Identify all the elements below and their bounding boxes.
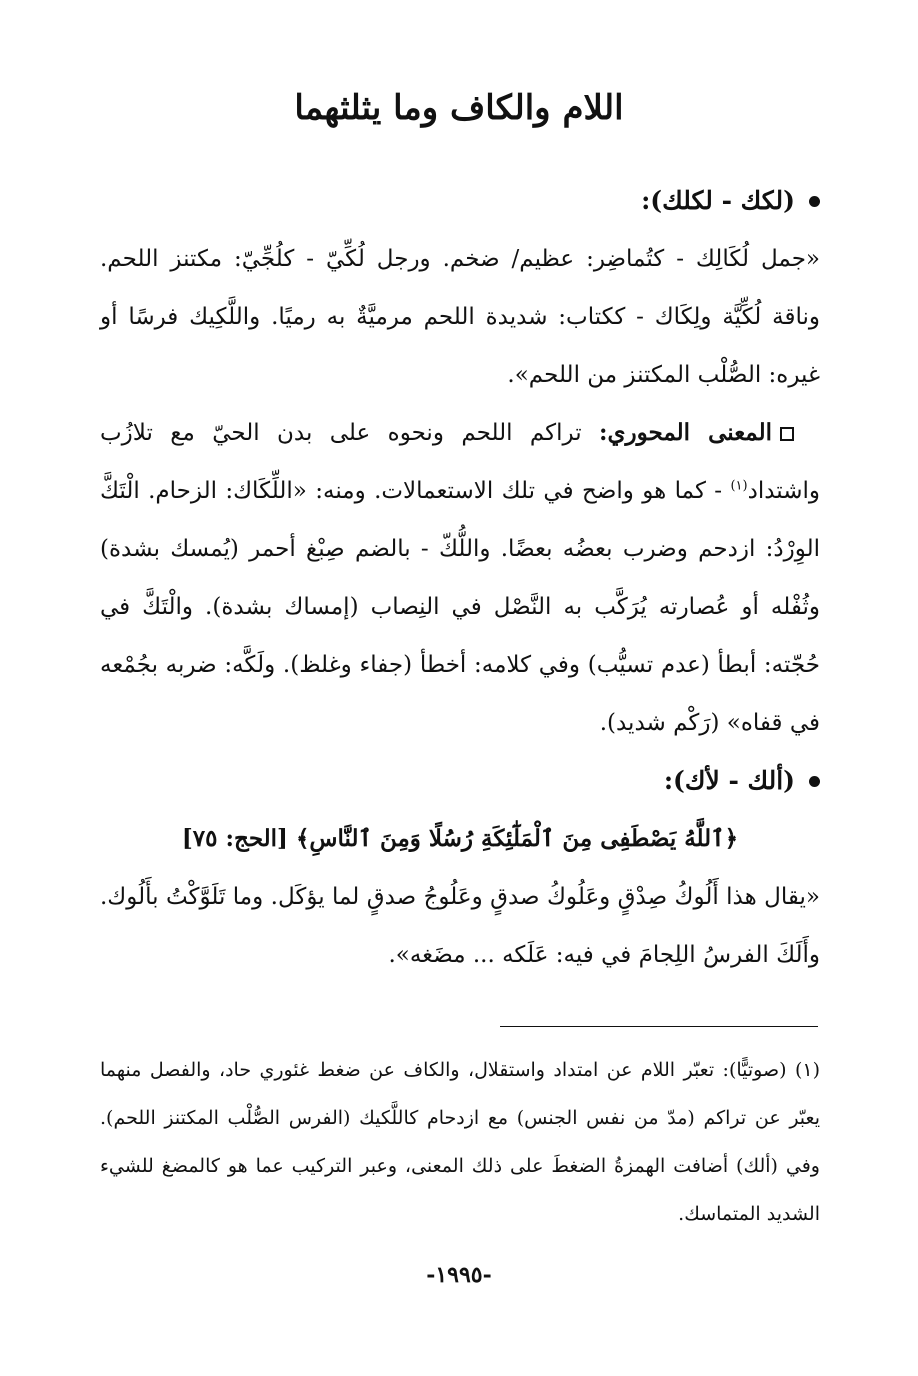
footnote-marker: (١)	[794, 1059, 820, 1081]
bullet-icon	[809, 196, 820, 207]
bullet-icon	[809, 776, 820, 787]
footnote-reference[interactable]: (١)	[730, 478, 748, 494]
meaning-text-part-a: تراكم اللحم ونحوه على بدن الحيّ مع تلازُب واشتداد	[100, 420, 820, 504]
square-marker-icon	[780, 427, 794, 441]
entry-lkk-quote: «جمل لُكَالِك - كتُماضِر: عظيم/ ضخم. ورجل لُكِّيّ - كلُجِّيّ: مكتنز اللحم. وناقة لُكِّيَّة ولِكَاك - ككتاب: شديدة اللحم مرميَّةٌ به رميًا. واللَّكِيك فرسًا أو غيره: الصُّلْب المكتنز من اللحم».	[100, 246, 820, 388]
entry-heading-alk	[100, 752, 820, 810]
footnote-separator	[500, 1026, 818, 1027]
entry-alk-quote: «يقال هذا أَلُوكُ صِدْقٍ وعَلُوكُ صدقٍ وعَلُوجُ صدقٍ لما يؤكَل. وما تَلَوَّكْتُ بأَلُوك. وأَلَكَ الفرسُ اللِجامَ في فيه: عَلَكه ... مضَغه».	[100, 884, 820, 968]
footnotes	[100, 1046, 820, 1238]
footnote-text: (صوتيًّا): تعبّر اللام عن امتداد واستقلال، والكاف عن ضغط غئوري حاد، والفصل منهما يعبّر عن تراكم (مدّ من نفس الجنس) مع ازدحام كاللَّكيك (الفرس الصُّلْب المكتنز اللحم). وفي (ألك) أضافت الهمزةُ الضغطَ على ذلك المعنى، وعبر التركيب عما هو كالمضغ للشيء الشديد المتماسك.	[100, 1059, 820, 1225]
quran-verse: ﴿ٱللَّهُ يَصْطَفِى مِنَ ٱلْمَلَٰٓئِكَةِ رُسُلًا وَمِنَ ٱلنَّاسِ﴾ [الحج: ٧٥]	[181, 825, 739, 852]
entry-heading-alk-text: (ألك - لأك):	[663, 766, 795, 795]
meaning-label: المعنى المحوري:	[598, 419, 772, 446]
entry-heading-lkk	[100, 172, 820, 230]
footnote-1	[100, 1046, 820, 1238]
entry-lkk-meaning	[100, 404, 820, 752]
page-title: اللام والكاف وما يثلثهما	[294, 88, 624, 128]
meaning-text-part-b: - كما هو واضح في تلك الاستعمالات. ومنه: «اللِّكَاك: الزحام. الْتَكَّ الوِرْدُ: ازدحم وضرب بعضُه بعضًا. واللُّكّ - بالضم صِبْغ أحمر (يُمسك بشدة) وثُفْله أو عُصارته يُرَكَّب به النَّصْل في النِصاب (إمساك بشدة). والْتَكَّ في حُجّته: أبطأ (عدم تسيُّب) وفي كلامه: أخطأ (جفاء وغلظ). ولَكَّه: ضربه بجُمْعه في قفاه» (رَكْم شديد).	[100, 478, 820, 736]
main-text	[100, 172, 820, 984]
page-number: -١٩٩٥-	[426, 1262, 492, 1288]
entry-heading-lkk-text: (لكك - لكلك):	[641, 186, 795, 215]
